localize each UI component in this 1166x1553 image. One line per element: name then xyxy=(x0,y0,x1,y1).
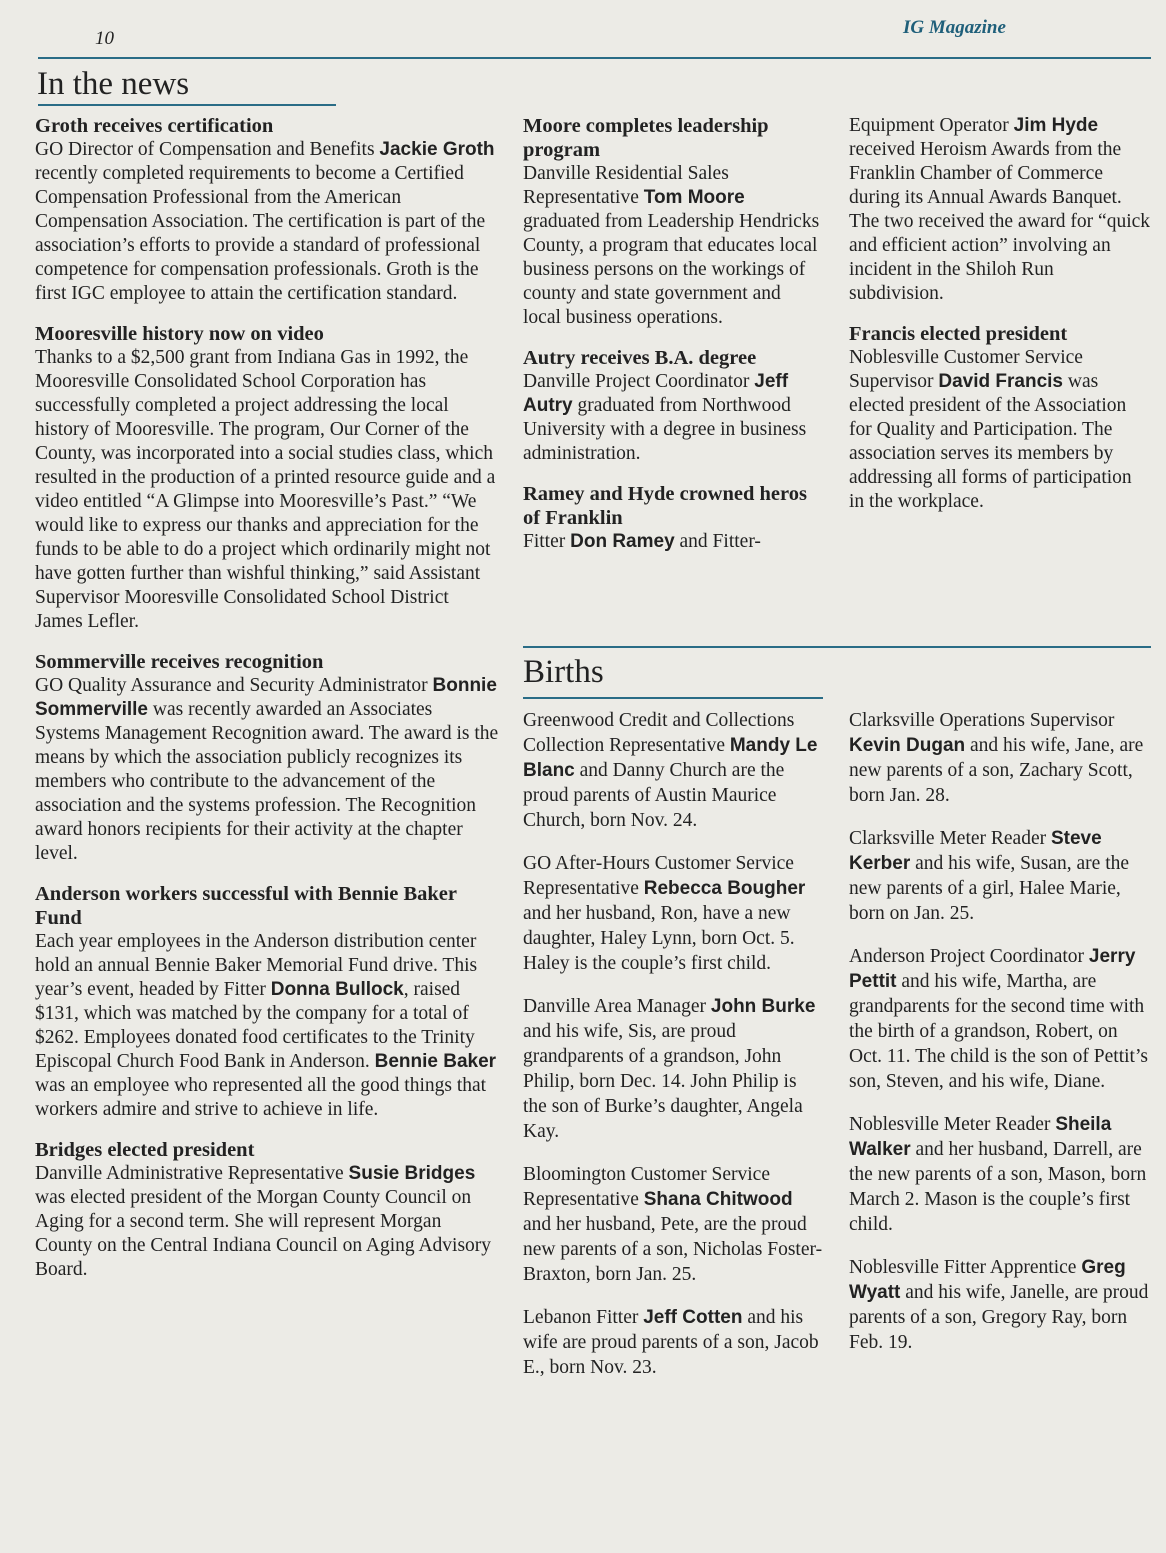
story-text: Thanks to a $2,500 grant from Indiana Gas in 1992, the Mooresville Consolidated School Corporation has successfully completed a project addressing the local history of Mooresville. The program, Our Corner of the County, was incorporated into a social studies class, which resulted in the production of a printed resource guide and a video entitled “A Glimpse into Mooresville’s Past.” “We would like to express our thanks and appreciation for the funds to be able to do a project which ordinarily might not have gotten further than wishful thinking,” said Assistant Supervisor Mooresville Consolidated School District James Lefler. xyxy=(35,347,496,632)
news-story xyxy=(35,1138,500,1282)
story-headline: Autry receives B.A. degree xyxy=(523,347,757,369)
story-text: Noblesville Customer Service Supervisor xyxy=(849,347,1083,392)
person-name: Bennie Baker xyxy=(374,1051,497,1072)
birth-announcement xyxy=(523,1305,823,1380)
person-name: Steve Kerber xyxy=(849,828,1102,874)
person-name: Shana Chitwood xyxy=(643,1189,793,1210)
story-headline: Moore completes leadership program xyxy=(523,115,769,161)
birth-announcement xyxy=(849,708,1151,808)
story-text: and her husband, Ron, have a new daughter, Haley Lynn, born Oct. 5. Haley is the couple’s first child. xyxy=(523,903,795,974)
person-name: Sheila Walker xyxy=(849,1114,1112,1160)
story-text: Clarksville Operations Supervisor xyxy=(849,710,1115,731)
news-story xyxy=(849,322,1151,514)
story-text: Danville Administrative Representative xyxy=(35,1163,349,1184)
story-text: was recently awarded an Associates Systems Management Recognition award. The award is the means by which the association publicly recognizes its members who contribute to the advancement of the association and the systems profession. The Recognition award honors recipients for their activity at the chapter level. xyxy=(35,699,499,864)
person-name: Jeff Cotten xyxy=(643,1307,743,1328)
story-text: Noblesville Meter Reader xyxy=(849,1114,1056,1135)
story-body xyxy=(35,930,500,1122)
story-headline: Sommerville receives recognition xyxy=(35,651,324,673)
news-column-2 xyxy=(523,114,823,570)
story-text: and his wife, Martha, are grandparents for the second time with the birth of a grandson, Robert, on Oct. 11. The child is the son of Pettit’s son, Steven, and his wife, Diane. xyxy=(849,971,1148,1092)
story-body xyxy=(35,674,500,866)
birth-announcement xyxy=(849,944,1151,1094)
story-headline: Groth receives certification xyxy=(35,115,274,137)
story-text: Greenwood Credit and Collections Collection Representative xyxy=(523,710,795,756)
news-story xyxy=(849,114,1151,306)
story-text: and her husband, Darrell, are the new parents of a son, Mason, born March 2. Mason is the couple’s first child. xyxy=(849,1139,1147,1235)
story-headline: Mooresville history now on video xyxy=(35,323,324,345)
news-story xyxy=(523,482,823,554)
news-story xyxy=(35,114,500,306)
person-name: Rebecca Bougher xyxy=(643,878,806,899)
news-column-3 xyxy=(849,114,1151,530)
story-text: and Danny Church are the proud parents of Austin Maurice Church, born Nov. 24. xyxy=(523,760,785,831)
news-story xyxy=(523,114,823,330)
story-text: graduated from Leadership Hendricks County, a program that educates local business persons on the workings of county and state government and local business operations. xyxy=(523,211,820,328)
story-text: Equipment Operator xyxy=(849,115,1014,136)
story-body xyxy=(35,138,500,306)
person-name: Don Ramey xyxy=(570,531,675,552)
story-body xyxy=(523,162,823,330)
story-text: Lebanon Fitter xyxy=(523,1307,644,1328)
story-text: was elected president of the Morgan County Council on Aging for a second term. She will represent Morgan County on the Central Indiana Council on Aging Advisory Board. xyxy=(35,1187,492,1280)
story-text: recently completed requirements to become a Certified Compensation Professional from the American Compensation Association. The certification is part of the association’s efforts to provide a standard of professional competence for compensation professionals. Groth is the first IGC employee to attain the certification standard. xyxy=(35,163,486,304)
births-section-title: Births xyxy=(523,654,604,690)
births-column-2 xyxy=(849,708,1151,1373)
story-text: Danville Project Coordinator xyxy=(523,371,755,392)
births-top-rule xyxy=(523,646,1151,648)
person-name: Tom Moore xyxy=(643,187,745,208)
person-name: Jim Hyde xyxy=(1013,115,1099,136)
story-text: Danville Area Manager xyxy=(523,996,711,1017)
story-text: Bloomington Customer Service Representative xyxy=(523,1164,770,1210)
header-rule xyxy=(38,57,1151,59)
birth-announcement xyxy=(523,994,823,1144)
story-text: and his wife, Sis, are proud grandparents of a grandson, John Philip, born Dec. 14. John Philip is the son of Burke’s daughter, Angela Kay. xyxy=(523,1021,803,1142)
story-body xyxy=(523,370,823,466)
story-text: , raised $131, which was matched by the company for a total of $262. Employees donated food certificates to the Trinity Episcopal Church Food Bank in Anderson. xyxy=(35,979,475,1072)
story-text: received Heroism Awards from the Franklin Chamber of Commerce during its Annual Awards Banquet. The two received the award for “quick and efficient action” involving an incident in the Shiloh Run subdivision. xyxy=(849,139,1151,304)
story-text: was an employee who represented all the good things that workers admire and strive to achieve in life. xyxy=(35,1075,487,1120)
news-section-rule xyxy=(38,104,336,106)
person-name: Donna Bullock xyxy=(270,979,404,1000)
person-name: Jerry Pettit xyxy=(849,946,1136,992)
story-text: GO Quality Assurance and Security Administrator xyxy=(35,675,433,696)
story-text: Fitter xyxy=(523,531,571,552)
story-body xyxy=(523,530,823,554)
story-text: and his wife, Susan, are the new parents of a girl, Halee Marie, born on Jan. 25. xyxy=(849,853,1130,924)
magazine-title: IG Magazine xyxy=(903,17,1006,38)
story-headline: Ramey and Hyde crowned heros of Franklin xyxy=(523,483,807,529)
story-text: Anderson Project Coordinator xyxy=(849,946,1089,967)
birth-announcement xyxy=(523,851,823,976)
person-name: Mandy Le Blanc xyxy=(523,735,818,781)
story-text: Danville Residential Sales Representative xyxy=(523,163,729,208)
person-name: John Burke xyxy=(710,996,816,1017)
births-column-1 xyxy=(523,708,823,1398)
story-text: GO After-Hours Customer Service Representative xyxy=(523,853,794,899)
news-column-1 xyxy=(35,114,500,1298)
person-name: David Francis xyxy=(938,371,1063,392)
story-body xyxy=(849,346,1151,514)
story-text: graduated from Northwood University with a degree in business administration. xyxy=(523,395,807,464)
story-body xyxy=(35,346,500,634)
births-section-rule xyxy=(523,697,823,699)
story-headline: Bridges elected president xyxy=(35,1139,255,1161)
story-text: Noblesville Fitter Apprentice xyxy=(849,1257,1082,1278)
story-text: and Fitter- xyxy=(674,531,761,552)
news-story xyxy=(523,346,823,466)
news-story xyxy=(35,322,500,634)
person-name: Kevin Dugan xyxy=(849,735,966,756)
person-name: Jackie Groth xyxy=(379,139,495,160)
story-text: and his wife, Jane, are new parents of a son, Zachary Scott, born Jan. 28. xyxy=(849,735,1144,806)
page-number: 10 xyxy=(95,28,114,49)
birth-announcement xyxy=(523,708,823,833)
story-body xyxy=(849,114,1151,306)
story-text: Clarksville Meter Reader xyxy=(849,828,1051,849)
person-name: Jeff Autry xyxy=(523,371,789,416)
news-section-title: In the news xyxy=(37,66,190,102)
person-name: Bonnie Sommerville xyxy=(35,675,497,720)
story-text: GO Director of Compensation and Benefits xyxy=(35,139,380,160)
news-story xyxy=(35,650,500,866)
birth-announcement xyxy=(849,826,1151,926)
story-text: and his wife are proud parents of a son, Jacob E., born Nov. 23. xyxy=(523,1307,819,1378)
person-name: Susie Bridges xyxy=(348,1163,476,1184)
person-name: Greg Wyatt xyxy=(849,1257,1126,1303)
story-body xyxy=(35,1162,500,1282)
news-story xyxy=(35,882,500,1122)
story-headline: Anderson workers successful with Bennie Baker Fund xyxy=(35,883,457,929)
story-headline: Francis elected president xyxy=(849,323,1068,345)
story-text: and her husband, Pete, are the proud new parents of a son, Nicholas Foster-Braxton, born Jan. 25. xyxy=(523,1214,823,1285)
birth-announcement xyxy=(849,1255,1151,1355)
birth-announcement xyxy=(849,1112,1151,1237)
story-text: Each year employees in the Anderson distribution center hold an annual Bennie Baker Memorial Fund drive. This year’s event, headed by Fitter xyxy=(35,931,478,1000)
story-text: and his wife, Janelle, are proud parents of a son, Gregory Ray, born Feb. 19. xyxy=(849,1282,1149,1353)
story-text: was elected president of the Association for Quality and Participation. The association serves its members by addressing all forms of participation in the workplace. xyxy=(849,371,1132,512)
birth-announcement xyxy=(523,1162,823,1287)
